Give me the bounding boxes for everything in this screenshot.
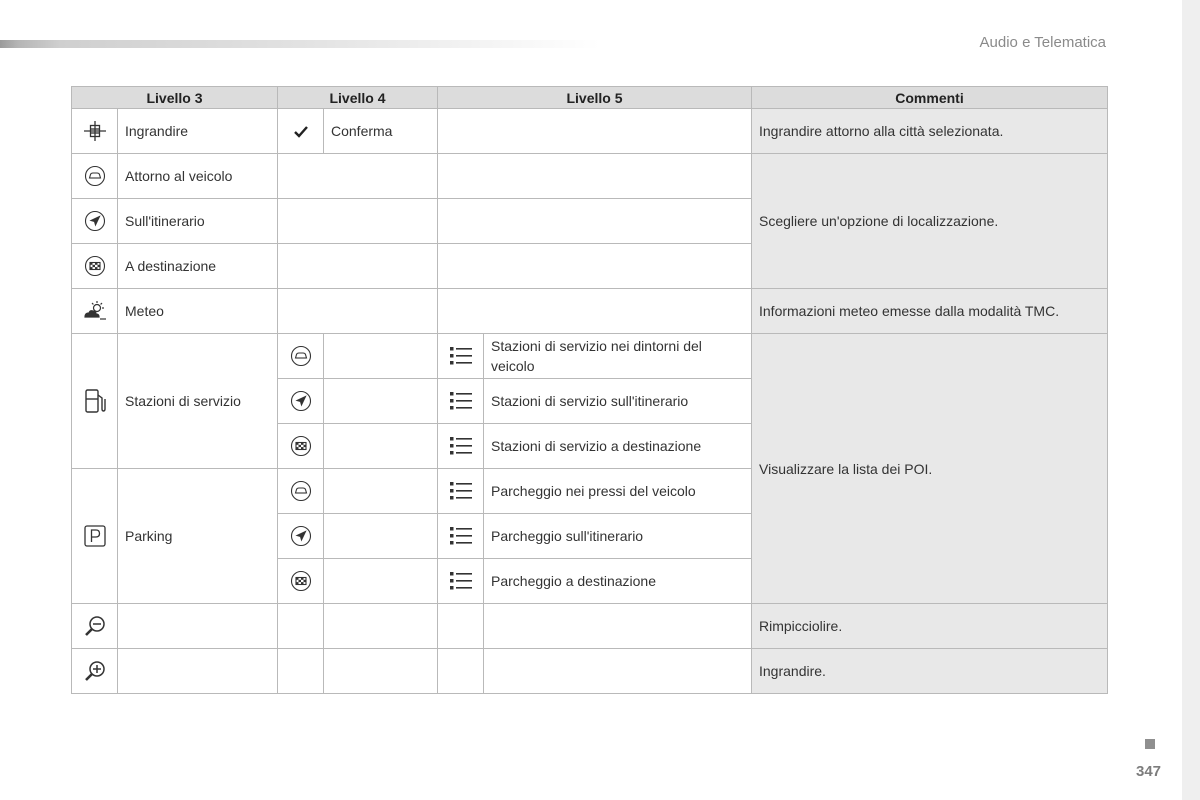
- icon-cell: [72, 469, 118, 604]
- label-ingrandire: Ingrandire: [118, 109, 278, 154]
- comment-lista-poi: Visualizzare la lista dei POI.: [752, 334, 1108, 604]
- header-livello-3: Livello 3: [72, 87, 278, 109]
- empty-cell: [278, 604, 324, 649]
- car-circle-icon: [84, 165, 106, 187]
- empty-cell: [278, 289, 438, 334]
- empty-cell: [278, 154, 438, 199]
- icon-cell: [278, 379, 324, 424]
- empty-cell: [324, 514, 438, 559]
- icon-cell: [72, 244, 118, 289]
- table-row: [72, 289, 1108, 334]
- empty-cell: [438, 244, 752, 289]
- empty-cell: [324, 649, 438, 694]
- parking-icon: [83, 524, 107, 548]
- empty-cell: [438, 109, 752, 154]
- label-stazioni-dintorni: Stazioni di servizio nei dintorni del veicolo: [484, 334, 752, 379]
- checkered-flag-icon: [84, 255, 106, 277]
- empty-cell: [438, 289, 752, 334]
- label-parcheggio-itinerario: Parcheggio sull'itinerario: [484, 514, 752, 559]
- header-decorative-bar: [0, 40, 600, 48]
- zoom-out-icon: [83, 615, 107, 637]
- icon-cell: [72, 649, 118, 694]
- table-row: [72, 649, 1108, 694]
- label-meteo: Meteo: [118, 289, 278, 334]
- car-circle-icon: [290, 345, 312, 367]
- checkered-flag-icon: [290, 435, 312, 457]
- zoom-in-icon: [83, 660, 107, 682]
- comment-ingrandire: Ingrandire.: [752, 649, 1108, 694]
- checkmark-icon: [293, 125, 309, 139]
- empty-cell: [278, 649, 324, 694]
- header-livello-5: Livello 5: [438, 87, 752, 109]
- navigation-arrow-icon: [290, 390, 312, 412]
- comment-rimpicciolire: Rimpicciolire.: [752, 604, 1108, 649]
- icon-cell: [72, 604, 118, 649]
- page-number: 347: [1136, 763, 1162, 780]
- icon-cell: [72, 199, 118, 244]
- empty-cell: [438, 649, 484, 694]
- label-sull-itinerario: Sull'itinerario: [118, 199, 278, 244]
- table-header-row: [72, 87, 1108, 109]
- icon-cell: [438, 379, 484, 424]
- empty-cell: [324, 559, 438, 604]
- comment-meteo: Informazioni meteo emesse dalla modalità TMC.: [752, 289, 1108, 334]
- table-row: [72, 334, 1108, 379]
- functions-table: [71, 86, 1108, 694]
- table-row: [72, 109, 1108, 154]
- table-row: [72, 154, 1108, 199]
- navigation-arrow-icon: [290, 525, 312, 547]
- empty-cell: [324, 469, 438, 514]
- label-stazioni-destinazione: Stazioni di servizio a destinazione: [484, 424, 752, 469]
- page-section-title: Audio e Telematica: [979, 34, 1106, 51]
- label-parcheggio-destinazione: Parcheggio a destinazione: [484, 559, 752, 604]
- empty-cell: [118, 649, 278, 694]
- icon-cell: [278, 109, 324, 154]
- page-edge-strip: [1182, 0, 1200, 800]
- list-icon: [449, 346, 473, 366]
- icon-cell: [72, 109, 118, 154]
- comment-localizzazione: Scegliere un'opzione di localizzazione.: [752, 154, 1108, 289]
- empty-cell: [484, 649, 752, 694]
- icon-cell: [438, 469, 484, 514]
- fuel-pump-icon: [83, 387, 107, 415]
- empty-cell: [278, 199, 438, 244]
- table-row: [72, 604, 1108, 649]
- icon-cell: [438, 424, 484, 469]
- checkered-flag-icon: [290, 570, 312, 592]
- label-attorno-al-veicolo: Attorno al veicolo: [118, 154, 278, 199]
- label-parcheggio-veicolo: Parcheggio nei pressi del veicolo: [484, 469, 752, 514]
- empty-cell: [324, 334, 438, 379]
- icon-cell: [438, 514, 484, 559]
- page-marker: [1145, 739, 1155, 749]
- icon-cell: [278, 559, 324, 604]
- empty-cell: [438, 604, 484, 649]
- icon-cell: [72, 154, 118, 199]
- list-icon: [449, 436, 473, 456]
- label-stazioni-di-servizio: Stazioni di servizio: [118, 334, 278, 469]
- empty-cell: [324, 379, 438, 424]
- empty-cell: [324, 604, 438, 649]
- icon-cell: [72, 334, 118, 469]
- comment-ingrandire-citta: Ingrandire attorno alla città selezionata.: [752, 109, 1108, 154]
- list-icon: [449, 391, 473, 411]
- icon-cell: [278, 334, 324, 379]
- empty-cell: [438, 199, 752, 244]
- icon-cell: [438, 559, 484, 604]
- icon-cell: [72, 289, 118, 334]
- icon-cell: [278, 424, 324, 469]
- navigation-arrow-icon: [84, 210, 106, 232]
- list-icon: [449, 481, 473, 501]
- icon-cell: [278, 469, 324, 514]
- list-icon: [449, 571, 473, 591]
- empty-cell: [484, 604, 752, 649]
- list-icon: [449, 526, 473, 546]
- label-stazioni-itinerario: Stazioni di servizio sull'itinerario: [484, 379, 752, 424]
- icon-cell: [278, 514, 324, 559]
- label-parking: Parking: [118, 469, 278, 604]
- header-livello-4: Livello 4: [278, 87, 438, 109]
- weather-icon: [82, 300, 108, 322]
- grid-zoom-icon: [82, 120, 108, 142]
- label-a-destinazione: A destinazione: [118, 244, 278, 289]
- empty-cell: [118, 604, 278, 649]
- header-commenti: Commenti: [752, 87, 1108, 109]
- empty-cell: [324, 424, 438, 469]
- icon-cell: [438, 334, 484, 379]
- empty-cell: [278, 244, 438, 289]
- label-conferma: Conferma: [324, 109, 438, 154]
- empty-cell: [438, 154, 752, 199]
- car-circle-icon: [290, 480, 312, 502]
